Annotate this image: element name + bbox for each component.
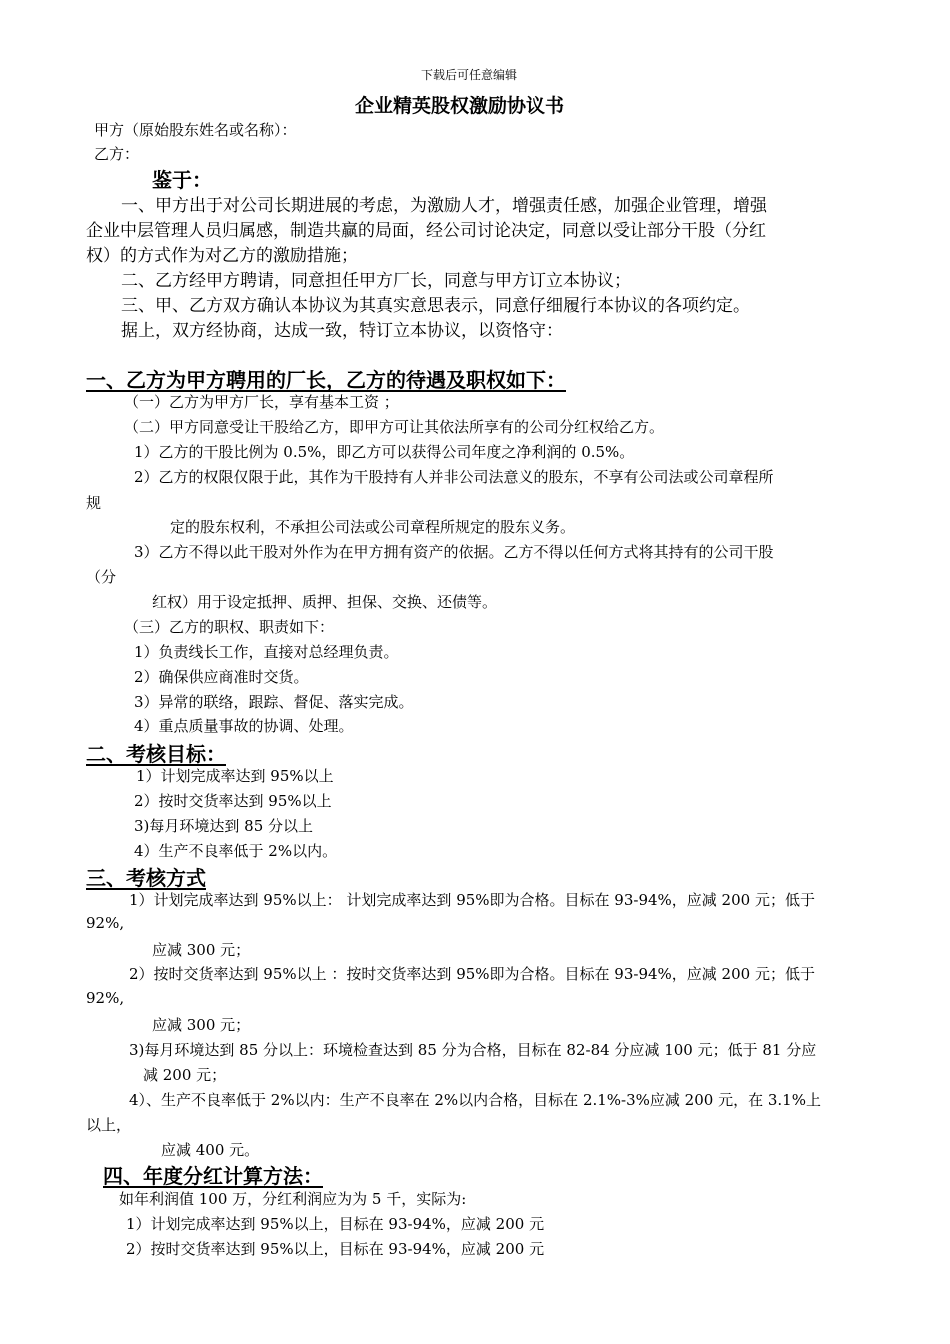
section4-calc1: 1）计划完成率达到 95%以上，目标在 93-94%，应减 200 元 <box>126 1215 545 1233</box>
download-note: 下载后可任意编辑 <box>421 68 518 82</box>
preamble-p1-line3: 权）的方式作为对乙方的激励措施； <box>86 246 358 266</box>
party-a-label: 甲方（原始股东姓名或名称）： <box>94 121 297 139</box>
section1-item1: （一）乙方为甲方厂长，享有基本工资 ； <box>124 393 399 411</box>
section2-target4: 4）生产不良率低于 2%以内。 <box>134 842 338 860</box>
section4-intro: 如年利润值 100 万，分红利润应为为 5 千，实际为: <box>119 1190 467 1208</box>
preamble-p1-line2: 企业中层管理人员归属感，制造共赢的局面，经公司讨论决定，同意以受让部分干股（分红 <box>86 221 766 241</box>
section1-item2-3-line1: 3）乙方不得以此干股对外作为在甲方拥有资产的依据。乙方不得以任何方式将其持有的公司干股 <box>134 543 774 561</box>
section1-item2-1: 1）乙方的干股比例为 0.5%，即乙方可以获得公司年度之净利润的 0.5%。 <box>134 443 635 461</box>
section3-method1-line1: 1）计划完成率达到 95%以上： 计划完成率达到 95%即为合格。目标在 93-94%，应减 200 元；低于 <box>129 891 815 909</box>
section1-item2-2-line1: 2）乙方的权限仅限于此，其作为干股持有人并非公司法意义的股东，不享有公司法或公司章程所 <box>134 468 774 486</box>
section2-target1: 1）计划完成率达到 95%以上 <box>136 767 334 785</box>
preamble-p1-line1: 一、甲方出于对公司长期进展的考虑，为激励人才，增强责任感，加强企业管理，增强 <box>121 196 767 216</box>
section3-method3-line2: 减 200 元； <box>143 1066 227 1084</box>
party-b-label: 乙方： <box>94 145 140 163</box>
section1-item2-2-line2: 规 <box>86 494 102 512</box>
section1-heading: 一、乙方为甲方聘用的厂长，乙方的待遇及职权如下： <box>86 368 566 392</box>
document-title: 企业精英股权激励协议书 <box>355 95 565 117</box>
section3-method4-line2: 以上， <box>86 1116 132 1134</box>
section1-item2: （二）甲方同意受让干股给乙方，即甲方可让其依法所享有的公司分红权给乙方。 <box>124 418 665 436</box>
section3-method3-line1: 3)每月环境达到 85 分以上：环境检查达到 85 分为合格，目标在 82-84 分应减 100 元；低于 81 分应 <box>129 1041 817 1059</box>
section3-method1-line2: 92%, <box>86 914 125 932</box>
section3-method2-line1: 2）按时交货率达到 95%以上 ：按时交货率达到 95%即为合格。目标在 93-94%，应减 200 元；低于 <box>129 965 815 983</box>
section1-item2-3-line2: （分 <box>86 568 117 586</box>
section3-method2-line3: 应减 300 元； <box>152 1016 251 1034</box>
section3-method4-line3: 应减 400 元。 <box>161 1141 260 1159</box>
section2-target2: 2）按时交货率达到 95%以上 <box>134 792 332 810</box>
section1-item3-4: 4）重点质量事故的协调、处理。 <box>134 717 354 735</box>
section3-method4-line1: 4）、生产不良率低于 2%以内：生产不良率在 2%以内合格，目标在 2.1%-3%应减 200 元，在 3.1%上 <box>129 1091 821 1109</box>
section1-item3-2: 2）确保供应商准时交货。 <box>134 668 309 686</box>
section3-method1-line3: 应减 300 元； <box>152 941 251 959</box>
section2-target3: 3)每月环境达到 85 分以上 <box>134 817 314 835</box>
section1-item3: （三）乙方的职权、职责如下： <box>124 618 335 636</box>
section3-heading: 三、考核方式 <box>86 866 206 890</box>
preamble-heading: 鉴于： <box>152 168 212 192</box>
section1-item2-3-line3: 红权）用于设定抵押、质押、担保、交换、还债等。 <box>152 593 498 611</box>
section1-item3-3: 3）异常的联络，跟踪、督促、落实完成。 <box>134 693 414 711</box>
section1-item2-2-line3: 定的股东权利，不承担公司法或公司章程所规定的股东义务。 <box>170 518 576 536</box>
preamble-p3: 三、甲、乙方双方确认本协议为其真实意思表示，同意仔细履行本协议的各项约定。 <box>121 296 750 316</box>
section1-item3-1: 1）负责线长工作，直接对总经理负责。 <box>134 643 399 661</box>
section2-heading: 二、考核目标： <box>86 742 226 766</box>
preamble-p4: 据上，双方经协商，达成一致，特订立本协议，以资恪守： <box>121 321 563 341</box>
section4-heading: 四、年度分红计算方法： <box>103 1164 323 1188</box>
section4-calc2: 2）按时交货率达到 95%以上，目标在 93-94%，应减 200 元 <box>126 1240 545 1258</box>
preamble-p2: 二、乙方经甲方聘请，同意担任甲方厂长，同意与甲方订立本协议； <box>121 271 631 291</box>
section3-method2-line2: 92%, <box>86 989 125 1007</box>
